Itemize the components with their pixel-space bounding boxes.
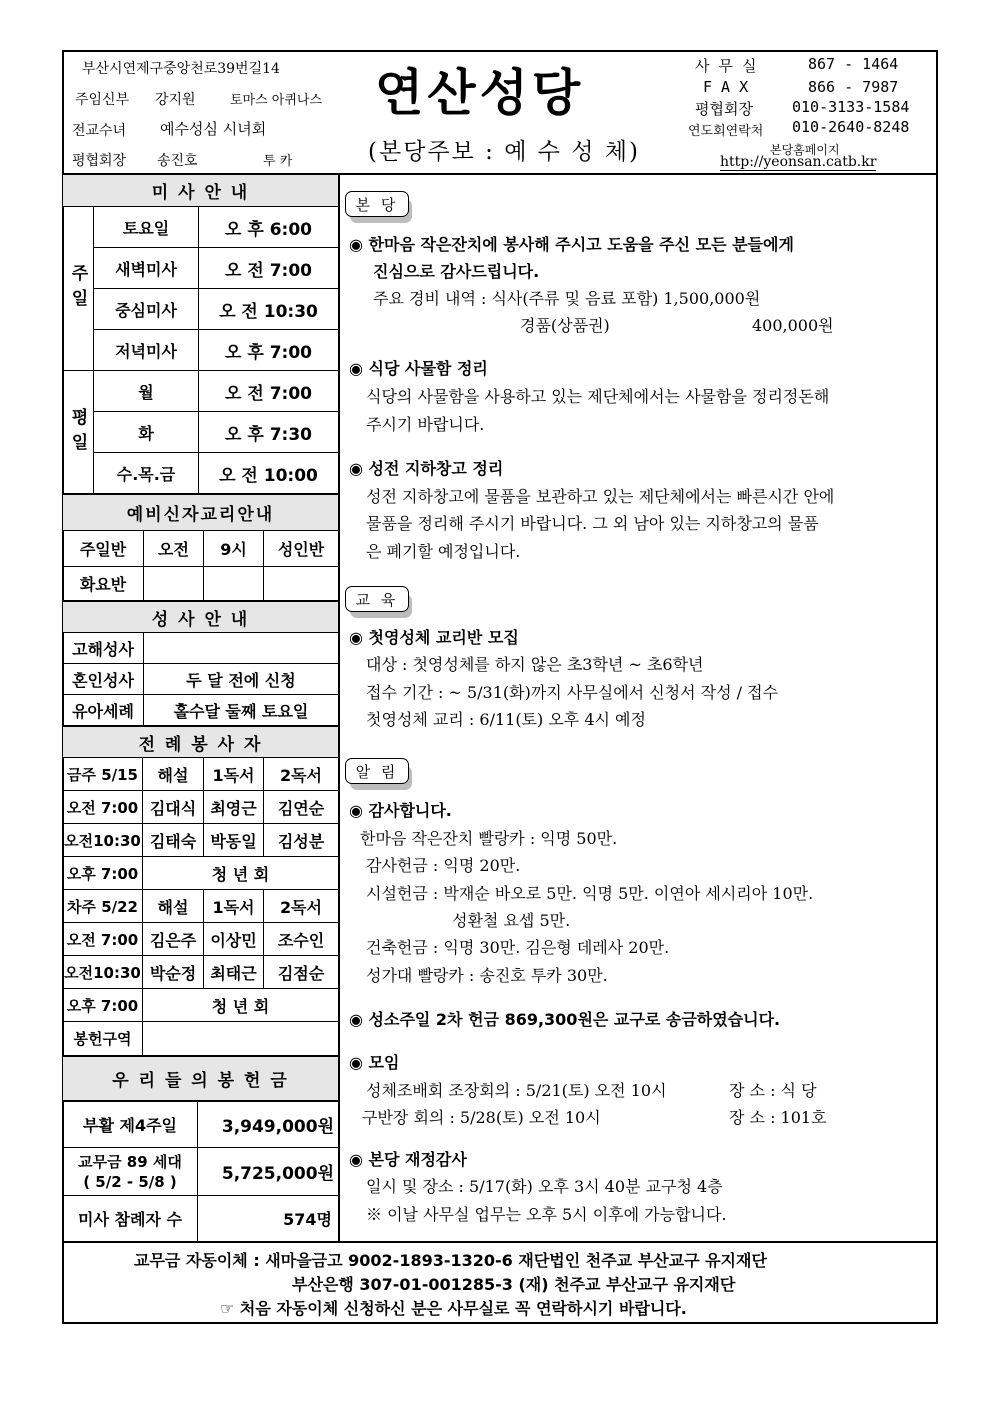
- rule: [203, 531, 204, 601]
- thanks-line4: 성환철 요셉 5만.: [452, 911, 571, 930]
- ministry-cell: 봉헌구역: [73, 1030, 132, 1048]
- offering-value: 5,725,000원: [221, 1164, 334, 1184]
- ministry-cell: 박동일: [210, 831, 257, 851]
- ministry-cell: 2독서: [279, 897, 323, 917]
- council-baptism: 투 카: [263, 154, 293, 169]
- rule: [197, 1102, 198, 1241]
- ministry-cell: 1독서: [212, 897, 255, 917]
- mass-name: 새벽미사: [115, 259, 177, 279]
- pastor-role: 주임신부: [75, 92, 130, 108]
- offering-value: 3,949,000원: [221, 1117, 334, 1137]
- edu-line3: 첫영성체 교리 : 6/11(토) 오후 4시 예정: [366, 710, 646, 729]
- education-tag: 교 육: [345, 586, 409, 612]
- ministry-cell: 오전10:30: [64, 963, 141, 982]
- ministry-cell: 해설: [157, 897, 189, 917]
- thanks-line1: 한마음 작은잔치 빨랑카 : 익명 50만.: [360, 829, 618, 848]
- meeting-line1-place: 장 소 : 식 당: [729, 1081, 817, 1100]
- item3-line1: 성전 지하창고에 물품을 보관하고 있는 제단체에서는 빠른시간 안에: [366, 487, 835, 506]
- ministry-cell: 박순정: [149, 963, 197, 983]
- mass-name: 월: [138, 382, 154, 402]
- mass-time: 오 전 10:30: [219, 301, 318, 322]
- ministry-cell: 오후 7:00: [66, 864, 139, 883]
- ministry-cell: 최태근: [210, 963, 257, 983]
- item2-title: ◉ 식당 사물함 정리: [349, 359, 488, 378]
- mass-time: 오 후 7:00: [225, 342, 312, 363]
- nuns-name: 예수성심 시녀회: [160, 120, 267, 138]
- mass-time: 오 후 7:30: [225, 424, 312, 445]
- mass-time: 오 전 10:00: [219, 465, 318, 486]
- item1-line2-amount: 400,000원: [752, 316, 834, 335]
- council-contact-label: 평협회장: [695, 100, 753, 118]
- ministry-cell: 김성분: [277, 831, 325, 851]
- offering-name: 미사 참례자 수: [78, 1210, 182, 1229]
- item1-title: ◉ 한마음 작은잔치에 봉사해 주시고 도움을 주신 모든 분들에게: [349, 235, 794, 254]
- sacrament-name: 고해성사: [72, 639, 134, 659]
- ministry-cell: 최영근: [210, 798, 257, 818]
- ministry-cell: 김대식: [149, 798, 197, 818]
- mass-name: 화: [138, 423, 154, 443]
- item1-line2: 경품(상품권): [520, 316, 610, 335]
- parish-tag: 본 당: [345, 191, 409, 217]
- pastor-name: 강지원: [155, 92, 196, 108]
- rule: [203, 758, 204, 857]
- ministry-cell: 김연순: [277, 798, 325, 818]
- fax-phone: 866 - 7987: [808, 78, 899, 96]
- mass-time: 오 전 7:00: [225, 260, 312, 281]
- catechumen-title: 예비신자교리안내: [63, 495, 338, 530]
- mass-time: 오 전 7:00: [225, 383, 312, 404]
- thanks-line5: 건축헌금 : 익명 30만. 김은형 데레사 20만.: [366, 938, 670, 957]
- audit-line1: 일시 및 장소 : 5/17(화) 오후 3시 40분 교구청 4층: [366, 1177, 723, 1196]
- edu-line1: 대상 : 첫영성체를 하지 않은 초3학년 ~ 초6학년: [366, 655, 704, 674]
- item3-line2: 물품을 정리해 주시기 바랍니다. 그 외 남아 있는 지하창고의 물품: [366, 514, 819, 533]
- ministry-cell: 이상민: [210, 930, 257, 950]
- notice-tag: 알 림: [345, 758, 409, 784]
- mass-time: 오 후 6:00: [225, 219, 312, 240]
- homepage-link[interactable]: http://yeonsan.catb.kr: [720, 154, 877, 170]
- rule: [143, 531, 144, 601]
- item2-line1: 식당의 사물함을 사용하고 있는 제단체에서는 사물함을 정리정돈해: [366, 387, 830, 406]
- catechumen-cell: 9시: [220, 540, 247, 559]
- item2-line2: 주시기 바랍니다.: [366, 415, 485, 434]
- audit-title: ◉ 본당 재정감사: [349, 1150, 467, 1169]
- ministry-cell: 청 년 회: [211, 996, 270, 1016]
- sacrament-name: 유아세례: [72, 701, 134, 721]
- meeting-title: ◉ 모임: [349, 1053, 400, 1072]
- page-subtitle: (본당주보 : 예 수 성 체): [368, 139, 640, 165]
- weekday-label-text: 평일: [67, 407, 88, 458]
- item1-title-line2: 진심으로 감사드립니다.: [373, 262, 540, 281]
- catechumen-cell: 화요반: [79, 575, 127, 594]
- meeting-line2: 구반장 회의 : 5/28(토) 오전 10시: [362, 1108, 601, 1127]
- ministry-cell: 2독서: [279, 765, 323, 785]
- rule: [203, 890, 204, 989]
- offering-title: 우 리 들 의 봉 헌 금: [63, 1057, 338, 1100]
- sacrament-value: 두 달 전에 신청: [186, 670, 296, 690]
- meeting-line1: 성체조배회 조장회의 : 5/21(토) 오전 10시: [366, 1081, 667, 1100]
- edu-title: ◉ 첫영성체 교리반 모집: [349, 628, 519, 647]
- ministry-cell: 해설: [157, 765, 189, 785]
- audit-line2: ※ 이날 사무실 업무는 오후 5시 이후에 가능합니다.: [366, 1205, 727, 1224]
- pastor-baptism: 토마스 아퀴나스: [230, 93, 323, 108]
- ministry-cell: 조수인: [277, 930, 325, 950]
- ministry-cell: 차주 5/22: [67, 897, 138, 916]
- page-title: 연산성당: [375, 64, 585, 122]
- rule: [143, 633, 144, 725]
- mass-name: 토요일: [122, 218, 170, 238]
- rule: [263, 890, 264, 989]
- sacrament-title: 성 사 안 내: [63, 602, 338, 632]
- mass-name: 수.목.금: [116, 464, 176, 484]
- fax-label: F A X: [703, 78, 749, 96]
- church-address: 부산시연제구중앙천로39번길14: [82, 61, 280, 77]
- council-contact-phone: 010-3133-1584: [792, 98, 910, 116]
- sunday-label: [63, 207, 93, 370]
- sacrament-name: 혼인성사: [72, 670, 134, 690]
- footer-line1: 교무금 자동이체 : 새마을금고 9002-1893-1320-6 재단법인 천주교 부산교구 유지재단: [134, 1251, 767, 1270]
- ministry-cell: 김태숙: [149, 831, 197, 851]
- office-phone: 867 - 1464: [808, 55, 899, 73]
- thanks-line3: 시설헌금 : 박재순 바오로 5만. 익명 5만. 이연아 세시리아 10만.: [366, 884, 814, 903]
- rule: [142, 758, 143, 1055]
- offering-name: 부활 제4주일: [83, 1116, 177, 1135]
- item3-line3: 은 폐기할 예정입니다.: [366, 542, 521, 561]
- homepage-label: 본당홈페이지: [770, 143, 840, 157]
- thanks-title: ◉ 감사합니다.: [349, 801, 452, 820]
- mass-name: 저녁미사: [115, 341, 177, 361]
- column-divider: [338, 174, 340, 1241]
- ministry-cell: 오전 7:00: [66, 798, 139, 817]
- mass-name: 중심미사: [115, 300, 177, 320]
- offering-value: 574명: [283, 1210, 332, 1229]
- ministry-cell: 김점순: [277, 963, 325, 983]
- rule: [263, 531, 264, 601]
- ministry-cell: 1독서: [212, 765, 255, 785]
- office-label: 사 무 실: [695, 57, 757, 75]
- rule: [263, 758, 264, 857]
- ministry-cell: 오후 7:00: [66, 996, 139, 1015]
- footer-line3: ☞ 처음 자동이체 신청하신 분은 사무실로 꼭 연락하시기 바랍니다.: [220, 1299, 687, 1318]
- sacrament-value: 홀수달 둘째 토요일: [173, 701, 309, 721]
- council-name: 송진호: [157, 153, 198, 169]
- youth-contact-phone: 010-2640-8248: [792, 118, 910, 136]
- thanks-line2: 감사헌금 : 익명 20만.: [366, 856, 521, 875]
- meeting-line2-place: 장 소 : 101호: [729, 1108, 827, 1127]
- ministry-cell: 오전10:30: [64, 831, 141, 850]
- catechumen-cell: 오전: [158, 540, 189, 559]
- second-collection: ◉ 성소주일 2차 헌금 869,300원은 교구로 송금하였습니다.: [349, 1010, 781, 1029]
- weekday-label: [63, 371, 93, 494]
- youth-contact-label: 연도회연락처: [688, 124, 764, 139]
- catechumen-cell: 주일반: [79, 540, 127, 559]
- footer-divider: [62, 1241, 938, 1243]
- item3-title: ◉ 성전 지하창고 정리: [349, 459, 504, 478]
- ministry-cell: 김은주: [149, 930, 197, 950]
- thanks-line6: 성가대 빨랑카 : 송진호 투카 30만.: [366, 966, 608, 985]
- nuns-role: 전교수녀: [72, 123, 127, 139]
- ministry-cell: 오전 7:00: [66, 930, 139, 949]
- catechumen-cell: 성인반: [277, 540, 325, 559]
- ministry-title: 전 례 봉 사 자: [63, 727, 338, 757]
- footer-line2: 부산은행 307-01-001285-3 (재) 천주교 부산교구 유지재단: [292, 1275, 736, 1294]
- council-role: 평협회장: [72, 153, 127, 169]
- offering-name: 교무금 89 세대 ( 5/2 - 5/8 ): [78, 1152, 182, 1191]
- mass-guide-title: 미 사 안 내: [63, 175, 338, 206]
- edu-line2: 접수 기간 : ~ 5/31(화)까지 사무실에서 신청서 작성 / 접수: [366, 683, 779, 702]
- sunday-label-text: 주일: [67, 263, 88, 314]
- ministry-cell: 청 년 회: [211, 864, 270, 884]
- ministry-cell: 금주 5/15: [67, 765, 138, 784]
- item1-line1: 주요 경비 내역 : 식사(주류 및 음료 포함) 1,500,000원: [373, 289, 761, 308]
